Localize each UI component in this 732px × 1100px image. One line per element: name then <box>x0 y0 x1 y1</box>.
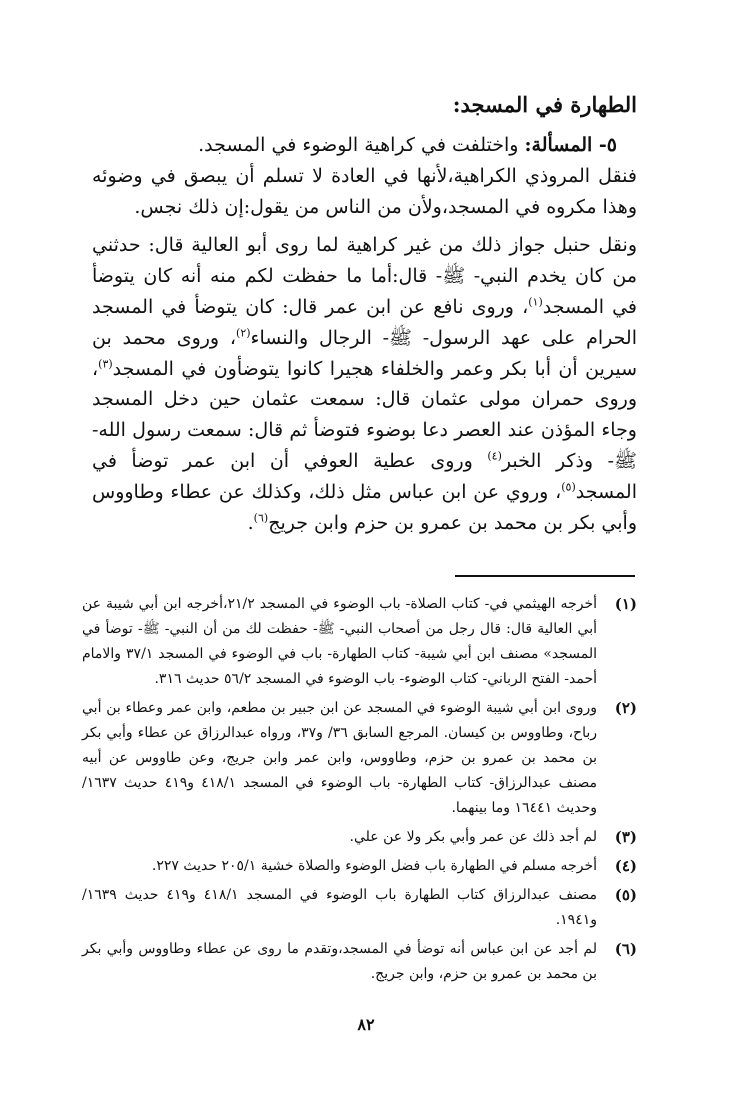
paragraph-2-part-d: ، وروى حمران مولى عثمان قال: سمعت عثمان حين دخل المسجد وجاء المؤذن عند العصر دعا بوضوء فتوضأ ثم قال: سمعت رسول الله- ﷺ- وذكر الخبر <box>92 357 637 472</box>
footnote-item <box>82 883 637 933</box>
issue-statement: واختلفت في كراهية الوضوء في المسجد. <box>198 134 519 156</box>
footnote-item <box>82 592 637 692</box>
footnote-number: (١) <box>614 595 637 613</box>
page-number: ٨٢ <box>357 1015 375 1034</box>
issue-number: ٥- المسألة: <box>524 134 617 156</box>
footnote-ref-6[interactable]: (٦) <box>253 511 269 525</box>
main-text <box>92 130 637 538</box>
footnotes <box>82 592 637 991</box>
paragraph-2-end: . <box>247 511 254 534</box>
footnote-number: (٥) <box>614 886 637 904</box>
footnote-ref-1[interactable]: (١) <box>528 295 543 309</box>
footnote-item <box>82 937 637 987</box>
footnote-item <box>82 825 637 850</box>
issue-line <box>92 130 637 161</box>
footnote-ref-5[interactable]: (٥) <box>561 480 576 494</box>
footnote-item <box>82 854 637 879</box>
footnote-number: (٣) <box>614 828 637 846</box>
paragraph-2-part-c: ، وروى محمد بن سيرين أن أبا بكر وعمر والخلفاء هجيرا كانوا يتوضأون في المسجد <box>92 326 637 380</box>
footnote-number: (٢) <box>614 699 637 717</box>
paragraph-2-part-b: ، وروى نافع عن ابن عمر قال: كان يتوضأ في المسجد الحرام على عهد الرسول- ﷺ- الرجال والنساء <box>92 295 637 349</box>
footnote-item <box>82 696 637 821</box>
footnote-number: (٦) <box>614 940 637 958</box>
footnote-text: وروى ابن أبي شيبة الوضوء في المسجد عن ابن جبير بن مطعم، وابن عمر وعطاء بن أبي رباح، وطاووس بن كيسان. المرجع السابق ٣٦/ و٣٧، ورواه عبدالرزاق عن عطاء وأبي بكر بن محمد بن عمرو بن حزم، وطاووس، وابن عمر وابن جريج، وعن طاووس عن أبيه مصنف عبدالرزاق- كتاب الطهارة- باب الوضوء في المسجد ٤١٨/١ و٤١٩ حديث ١٦٣٧/ وحديث ١٦٤٤١ وما بينهما. <box>82 700 598 816</box>
footnote-text: لم أجد عن ابن عباس أنه توضأ في المسجد،وتقدم ما روى عن عطاء وطاووس وأبي بكر بن محمد بن عمرو بن حزم، وابن جريج. <box>82 941 597 982</box>
footnote-text: لم أجد ذلك عن عمر وأبي بكر ولا عن علي. <box>349 829 597 845</box>
section-heading: الطهارة في المسجد: <box>452 92 637 117</box>
paragraph-2-part-f: ، وروي عن ابن عباس مثل ذلك، وكذلك عن عطاء وطاووس وأبي بكر بن محمد بن عمرو بن حزم وابن جريج <box>92 480 637 534</box>
footnote-ref-3[interactable]: (٣) <box>98 357 113 371</box>
footnote-number: (٤) <box>614 857 637 875</box>
footnote-ref-2[interactable]: (٢) <box>236 326 251 340</box>
footnote-text: أخرجه مسلم في الطهارة باب فضل الوضوء والصلاة خشية ٢٠٥/١ حديث ٢٢٧. <box>151 858 597 874</box>
footnote-divider <box>455 575 635 577</box>
footnote-ref-4[interactable]: (٤) <box>487 449 502 463</box>
footnote-text: مصنف عبدالرزاق كتاب الطهارة باب الوضوء في المسجد ٤١٨/١ و٤١٩ حديث ١٦٣٩/ و١٩٤١. <box>82 887 597 928</box>
paragraph-2-part-e: وروى عطية العوفي أن ابن عمر توضأ في المسجد <box>92 449 637 503</box>
paragraph-2 <box>92 230 637 538</box>
paragraph-2-part-a: ونقل حنبل جواز ذلك من غير كراهية لما روى أبو العالية قال: حدثني من كان يخدم النبي- ﷺ- قال:أما ما حفظت لكم منه أنه كان يتوضأ في المسجد <box>92 234 637 318</box>
paragraph-1: فنقل المروذي الكراهية،لأنها في العادة لا تسلم أن يبصق في وضوئه وهذا مكروه في المسجد،ولأن من الناس من يقول:إن ذلك نجس. <box>92 164 637 218</box>
footnote-text: أخرجه الهيثمي في- كتاب الصلاة- باب الوضوء في المسجد ٢١/٢،أخرجه ابن أبي شيبة عن أبي العالية قال: قال رجل من أصحاب النبي- ﷺ- حفظت لك من أن النبي- ﷺ- توضأ في المسجد» مصنف ابن أبي شيبة- كتاب الطهارة- باب في الوضوء في المسجد ٣٧/١ والامام أحمد- الفتح الرباني- كتاب الوضوء- باب الوضوء في المسجد ٥٦/٢ حديث ٣١٦. <box>82 596 597 687</box>
